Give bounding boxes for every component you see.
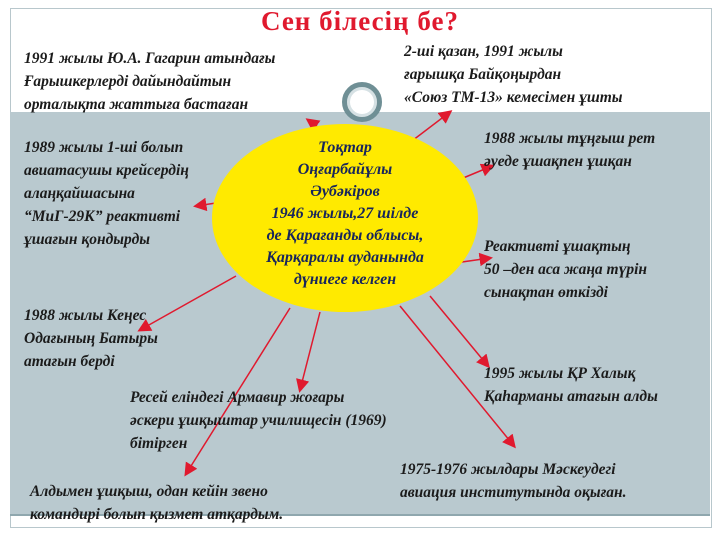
arrow-f8 (300, 312, 320, 390)
center-text: Тоқтар Оңғарбайұлы Әубәкіров 1946 жылы,27 шілде де Қарағанды облысы, Қарқаралы ауданында дүниеге келген (266, 139, 424, 288)
fact-jet-tests: Реактивті ұшақтың 50 –ден аса жаңа түрін сынақтан өткізді (484, 238, 648, 301)
fact-ussr-hero: 1988 жылы Кеңес Одағының Батыры атағын берді (24, 307, 158, 370)
fact-mig29k-landing: 1989 жылы 1-ші болып авиатасушы крейсердің алаңқайшасына “МиГ-29К” реактивті ұшағын қондырды (24, 139, 189, 248)
fact-armavir-school: Ресей еліндегі Армавир жоғары әскери ұшқыштар училищесін (1969) бітірген (130, 389, 387, 452)
fact-gagarin-center: 1991 жылы Ю.А. Гагарин атындағы Ғарышкерлерді дайындайтын орталықта жаттыға бастаған (24, 50, 276, 113)
fact-first-flight: 1988 жылы тұңғыш рет әуеде ұшақпен ұшқан (484, 130, 656, 170)
arrow-f7 (430, 296, 488, 366)
page-title: Сен білесің бе? (260, 6, 459, 36)
fact-squadron-commander: Алдымен ұшқыш, одан кейін звено командирі болып қызмет атқардым. (30, 483, 284, 523)
ring-decoration (342, 82, 382, 122)
fact-halyk-kaharmany: 1995 жылы ҚР Халық Қаһарманы атағын алды (484, 365, 658, 405)
fact-soyuz-flight: 2-ші қазан, 1991 жылы ғарышқа Байқоңырдан «Союз ТМ-13» кемесімен ұшты (404, 43, 623, 106)
fact-moscow-institute: 1975-1976 жылдары Мәскеудегі авиация институтында оқыған. (400, 461, 627, 501)
